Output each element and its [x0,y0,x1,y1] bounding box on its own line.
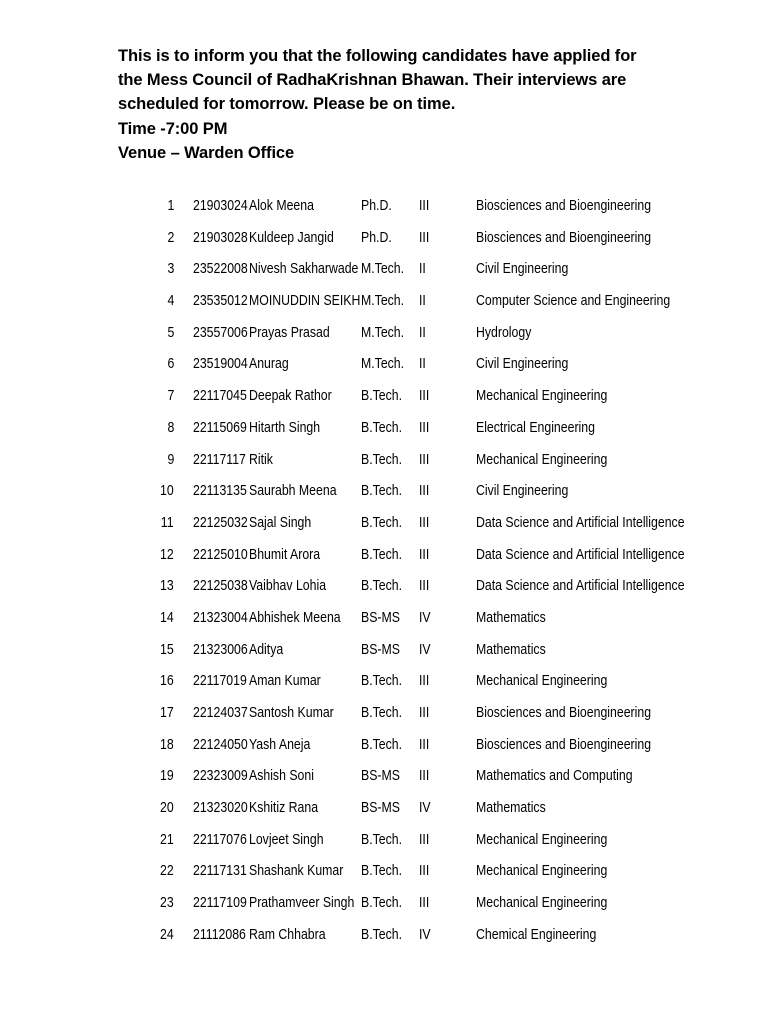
candidate-id: 21323006 [193,640,248,658]
candidate-id: 22125032 [193,513,248,531]
candidate-row [0,699,768,731]
candidate-department: Data Science and Artificial Intelligence [476,545,685,563]
candidate-program: B.Tech. [361,894,403,912]
candidate-name: Lovjeet Singh [249,830,324,848]
candidate-year: III [419,735,430,753]
candidate-name: Sajal Singh [249,513,312,531]
candidate-id: 22117019 [193,672,247,690]
candidate-year: III [419,482,430,500]
candidate-department: Biosciences and Bioengineering [476,735,652,753]
candidate-department: Chemical Engineering [476,925,597,943]
candidate-serial-number: 14 [160,608,174,626]
candidate-name: MOINUDDIN SEIKH [249,292,361,310]
candidate-id: 22124037 [193,704,248,721]
candidate-program: B.Tech. [361,513,403,531]
candidate-row [0,541,768,573]
candidate-department: Mathematics and Computing [476,767,633,785]
candidate-year: IV [419,640,431,658]
candidate-id: 22115069 [193,418,247,436]
candidate-serial-number: 6 [167,355,174,373]
candidate-year: III [419,418,430,436]
candidate-serial-number: 7 [167,387,174,405]
candidate-serial-number: 17 [160,704,174,721]
interview-time: Time -7:00 PM [118,119,228,138]
candidate-year: III [419,704,430,721]
candidate-row [0,319,768,351]
candidate-program: BS-MS [361,799,400,817]
candidate-row [0,667,768,699]
candidate-row [0,889,768,921]
candidate-program: M.Tech. [361,355,405,373]
candidate-department: Mechanical Engineering [476,672,608,690]
candidate-serial-number: 12 [160,545,174,563]
candidate-row [0,350,768,382]
candidate-name: Kuldeep Jangid [249,228,334,246]
candidate-serial-number: 3 [167,260,174,278]
candidate-id: 22117076 [193,830,247,848]
candidate-program: B.Tech. [361,387,403,405]
candidate-serial-number: 21 [160,830,174,848]
candidate-id: 23519004 [193,355,248,373]
candidate-year: III [419,894,430,912]
candidate-serial-number: 18 [160,735,174,753]
candidate-serial-number: 13 [160,577,174,595]
candidate-year: II [419,355,426,373]
candidate-serial-number: 23 [160,894,174,912]
candidate-id: 23522008 [193,260,248,278]
candidate-program: Ph.D. [361,228,392,246]
candidate-id: 21903028 [193,228,248,246]
candidate-row [0,604,768,636]
candidate-row [0,857,768,889]
candidate-serial-number: 10 [160,482,174,500]
candidate-name: Deepak Rathor [249,387,332,405]
candidate-year: II [419,323,426,341]
candidate-department: Mechanical Engineering [476,450,608,468]
candidate-program: B.Tech. [361,418,403,436]
candidate-name: Bhumit Arora [249,545,321,563]
notice-text [118,44,738,165]
candidate-row [0,794,768,826]
candidate-department: Computer Science and Engineering [476,292,671,310]
candidate-department: Civil Engineering [476,260,569,278]
candidate-program: B.Tech. [361,830,403,848]
candidate-serial-number: 1 [167,197,174,214]
candidate-year: III [419,767,430,785]
candidate-serial-number: 9 [167,450,174,468]
candidate-year: III [419,577,430,595]
candidate-year: III [419,228,430,246]
candidate-serial-number: 20 [160,799,174,817]
candidate-name: Ram Chhabra [249,925,326,943]
candidate-serial-number: 11 [161,513,174,531]
candidate-department: Mechanical Engineering [476,830,608,848]
candidate-year: III [419,830,430,848]
candidate-name: Aman Kumar [249,672,321,690]
candidate-row [0,572,768,604]
candidate-id: 22125010 [193,545,248,563]
candidate-department: Mathematics [476,608,546,626]
candidate-id: 22117117 [193,450,246,468]
candidate-program: B.Tech. [361,704,403,721]
candidate-serial-number: 22 [160,862,174,880]
candidate-year: III [419,545,430,563]
candidate-row [0,509,768,541]
candidate-serial-number: 24 [160,925,174,943]
candidate-program: Ph.D. [361,197,392,214]
candidate-year: III [419,862,430,880]
candidate-name: Nivesh Sakharwade [249,260,359,278]
candidate-year: II [419,292,426,310]
candidate-id: 21112086 [193,925,246,943]
candidate-year: II [419,260,426,278]
candidate-row [0,224,768,256]
candidate-program: BS-MS [361,640,400,658]
candidate-name: Vaibhav Lohia [249,577,327,595]
candidate-id: 22125038 [193,577,248,595]
candidate-name: Saurabh Meena [249,482,337,500]
candidate-id: 21323004 [193,608,248,626]
candidate-year: III [419,197,430,214]
candidate-row [0,826,768,858]
candidate-department: Mechanical Engineering [476,387,608,405]
candidate-list [0,192,768,953]
candidate-department: Mathematics [476,640,546,658]
candidate-year: IV [419,799,431,817]
candidate-department: Hydrology [476,323,532,341]
candidate-serial-number: 19 [160,767,174,785]
notice-line-3: scheduled for tomorrow. Please be on time. [118,95,456,114]
candidate-year: III [419,513,430,531]
candidate-id: 22117109 [193,894,247,912]
candidate-name: Abhishek Meena [249,608,341,626]
candidate-name: Hitarth Singh [249,418,321,436]
candidate-department: Biosciences and Bioengineering [476,228,652,246]
candidate-serial-number: 4 [167,292,174,310]
candidate-department: Biosciences and Bioengineering [476,704,652,721]
candidate-name: Anurag [249,355,289,373]
candidate-program: B.Tech. [361,735,403,753]
candidate-department: Data Science and Artificial Intelligence [476,577,685,595]
candidate-serial-number: 5 [167,323,174,341]
candidate-program: M.Tech. [361,323,405,341]
candidate-name: Alok Meena [249,197,314,214]
candidate-program: B.Tech. [361,925,403,943]
candidate-serial-number: 8 [167,418,174,436]
candidate-program: B.Tech. [361,545,403,563]
candidate-department: Biosciences and Bioengineering [476,197,652,214]
candidate-year: III [419,387,430,405]
candidate-name: Santosh Kumar [249,704,334,721]
candidate-year: IV [419,925,431,943]
candidate-name: Prathamveer Singh [249,894,355,912]
candidate-program: BS-MS [361,767,400,785]
candidate-program: M.Tech. [361,260,405,278]
candidate-row [0,287,768,319]
candidate-program: BS-MS [361,608,400,626]
candidate-row [0,382,768,414]
candidate-serial-number: 2 [167,228,174,246]
notice-line-2: the Mess Council of RadhaKrishnan Bhawan. Their interviews are [118,71,627,90]
candidate-row [0,921,768,953]
interview-venue: Venue – Warden Office [118,143,295,162]
candidate-department: Civil Engineering [476,355,569,373]
candidate-serial-number: 15 [160,640,174,658]
candidate-row [0,477,768,509]
candidate-serial-number: 16 [160,672,174,690]
candidate-department: Data Science and Artificial Intelligence [476,513,685,531]
candidate-name: Shashank Kumar [249,862,344,880]
candidate-id: 23535012 [193,292,248,310]
candidate-row [0,414,768,446]
candidate-id: 21323020 [193,799,248,817]
candidate-id: 22323009 [193,767,248,785]
candidate-department: Civil Engineering [476,482,569,500]
candidate-name: Aditya [249,640,284,658]
candidate-id: 22113135 [193,482,247,500]
candidate-program: M.Tech. [361,292,405,310]
candidate-id: 22124050 [193,735,248,753]
candidate-year: III [419,672,430,690]
candidate-department: Mechanical Engineering [476,862,608,880]
candidate-row [0,192,768,224]
candidate-row [0,636,768,668]
candidate-program: B.Tech. [361,450,403,468]
candidate-program: B.Tech. [361,577,403,595]
candidate-name: Prayas Prasad [249,323,330,341]
candidate-row [0,762,768,794]
candidate-row [0,446,768,478]
candidate-program: B.Tech. [361,672,403,690]
candidate-row [0,255,768,287]
candidate-name: Ashish Soni [249,767,314,785]
candidate-program: B.Tech. [361,482,403,500]
candidate-row [0,731,768,763]
candidate-id: 21903024 [193,197,248,214]
candidate-department: Electrical Engineering [476,418,595,436]
candidate-name: Kshitiz Rana [249,799,319,817]
candidate-id: 22117045 [193,387,247,405]
candidate-year: IV [419,608,431,626]
candidate-program: B.Tech. [361,862,403,880]
candidate-year: III [419,450,430,468]
candidate-name: Ritik [249,450,273,468]
candidate-id: 22117131 [193,862,247,880]
candidate-name: Yash Aneja [249,735,311,753]
candidate-department: Mathematics [476,799,546,817]
candidate-department: Mechanical Engineering [476,894,608,912]
notice-line-1: This is to inform you that the following candidates have applied for [118,47,637,65]
candidate-id: 23557006 [193,323,248,341]
